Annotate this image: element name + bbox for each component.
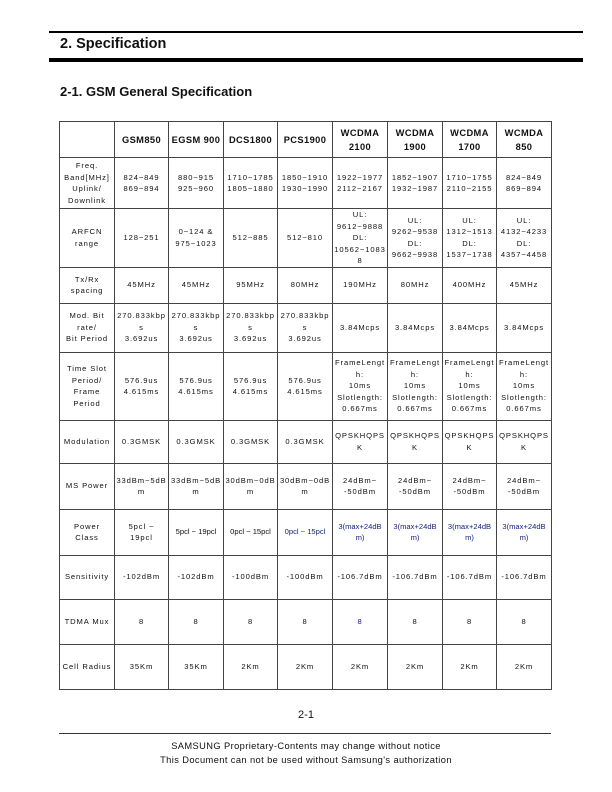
table-cell: 8 [497, 599, 552, 644]
row-label: Time Slot Period/ Frame Period [60, 352, 115, 420]
table-cell: 512~885 [224, 209, 278, 268]
table-cell: FrameLengt h: 10ms Slotlength: 0.667ms [388, 352, 443, 420]
row-label: Tx/Rx spacing [60, 267, 115, 303]
column-header: DCS1800 [224, 122, 278, 158]
table-cell: 0.3GMSK [115, 420, 169, 463]
column-header: WCDMA 2100 [333, 122, 388, 158]
table-cell: 5pcl ~ 19pcl [169, 509, 224, 555]
table-cell: 95MHz [224, 267, 278, 303]
table-cell: 5pcl ~ 19pcl [115, 509, 169, 555]
table-cell: 880~915 925~960 [169, 158, 224, 209]
table-cell: 30dBm~0dB m [278, 463, 333, 509]
table-cell: FrameLengt h: 10ms Slotlength: 0.667ms [443, 352, 497, 420]
table-cell: 35Km [169, 644, 224, 689]
column-header: WCMDA 850 [497, 122, 552, 158]
table-cell: UL: 9262~9538 DL: 9662~9938 [388, 209, 443, 268]
table-row [60, 463, 552, 509]
table-row [60, 420, 552, 463]
table-cell: 0.3GMSK [224, 420, 278, 463]
row-label: Mod. Bit rate/ Bit Period [60, 303, 115, 352]
column-header: PCS1900 [278, 122, 333, 158]
table-cell: 576.9us 4.615ms [169, 352, 224, 420]
table-cell: 1852~1907 1932~1987 [388, 158, 443, 209]
row-label: Sensitivity [60, 555, 115, 599]
table-cell: 3(max+24dB m) [333, 509, 388, 555]
table-cell: QPSKHQPS K [333, 420, 388, 463]
table-cell: 0.3GMSK [169, 420, 224, 463]
table-cell: 270.833kbp s 3.692us [169, 303, 224, 352]
table-cell: 2Km [497, 644, 552, 689]
table-cell: 3.84Mcps [333, 303, 388, 352]
column-header: GSM850 [115, 122, 169, 158]
table-cell: 1850~1910 1930~1990 [278, 158, 333, 209]
table-cell: -106.7dBm [333, 555, 388, 599]
row-label: ARFCN range [60, 209, 115, 268]
table-cell: QPSKHQPS K [443, 420, 497, 463]
table-cell: 2Km [224, 644, 278, 689]
table-cell: 30dBm~0dB m [224, 463, 278, 509]
table-cell: QPSKHQPS K [388, 420, 443, 463]
table-cell: 0pcl ~ 15pcl [278, 509, 333, 555]
table-cell: 24dBm~ -50dBm [333, 463, 388, 509]
column-header: WCDMA 1700 [443, 122, 497, 158]
table-cell: 3(max+24dB m) [388, 509, 443, 555]
table-cell: UL: 9612~9888 DL: 10562~1083 8 [334, 210, 386, 265]
table-cell: 824~849 869~894 [115, 158, 169, 209]
table-cell: 33dBm~5dB m [169, 463, 224, 509]
table-cell: FrameLengt h: 10ms Slotlength: 0.667ms [497, 352, 552, 420]
table-row [60, 644, 552, 689]
table-row [60, 509, 552, 555]
table-cell: 512~810 [278, 209, 333, 268]
section-heading: 2. Specification [60, 36, 167, 52]
table-cell: FrameLengt h: 10ms Slotlength: 0.667ms [333, 352, 388, 420]
table-cell: 128~251 [115, 209, 169, 268]
table-cell: 0.3GMSK [278, 420, 333, 463]
table-cell: UL: 1312~1513 DL: 1537~1738 [443, 209, 497, 268]
top-rule [49, 31, 583, 33]
table-cell: 8 [333, 599, 388, 644]
table-cell: -106.7dBm [497, 555, 552, 599]
table-cell: 3.84Mcps [443, 303, 497, 352]
table-cell: -100dBm [224, 555, 278, 599]
table-cell: 2Km [388, 644, 443, 689]
table-cell: QPSKHQPS K [497, 420, 552, 463]
table-cell: -100dBm [278, 555, 333, 599]
table-cell: 576.9us 4.615ms [278, 352, 333, 420]
row-label: Modulation [60, 420, 115, 463]
table-cell: 8 [443, 599, 497, 644]
table-cell: 1710~1785 1805~1880 [224, 158, 278, 209]
heading-underline [49, 58, 583, 62]
corner-cell [60, 122, 115, 158]
table-cell: 824~849 869~894 [497, 158, 552, 209]
row-label: MS Power [60, 463, 115, 509]
table-cell: 3(max+24dB m) [497, 509, 552, 555]
table-cell: 33dBm~5dB m [115, 463, 169, 509]
footer-notice: SAMSUNG Proprietary-Contents may change without notice [171, 741, 441, 751]
table-cell: -102dBm [115, 555, 169, 599]
table-cell: 0pcl ~ 15pcl [224, 509, 278, 555]
table-cell: 24dBm~ -50dBm [497, 463, 552, 509]
table-row [60, 267, 552, 303]
table-cell: 45MHz [497, 267, 552, 303]
table-cell: 0~124 & 975~1023 [169, 209, 224, 268]
row-label: Power Class [60, 509, 115, 555]
table-cell: 576.9us 4.615ms [224, 352, 278, 420]
table-row [60, 555, 552, 599]
table-cell: 270.833kbp s 3.692us [115, 303, 169, 352]
table-cell: 3.84Mcps [497, 303, 552, 352]
table-cell: -106.7dBm [388, 555, 443, 599]
row-label: Cell Radius [60, 644, 115, 689]
table-cell: 400MHz [443, 267, 497, 303]
table-cell: 576.9us 4.615ms [115, 352, 169, 420]
table-cell: 24dBm~ -50dBm [443, 463, 497, 509]
table-cell: 1922~1977 2112~2167 [333, 158, 388, 209]
table-row [60, 158, 552, 209]
table-cell: 8 [278, 599, 333, 644]
table-cell: UL: 4132~4233 DL: 4357~4458 [497, 209, 552, 268]
table-cell: 190MHz [333, 267, 388, 303]
footer-rule [59, 733, 551, 734]
table-cell: 80MHz [388, 267, 443, 303]
subsection-heading: 2-1. GSM General Specification [60, 84, 253, 99]
table-cell: 80MHz [278, 267, 333, 303]
table-cell: 1710~1755 2110~2155 [443, 158, 497, 209]
table-cell: 270.833kbp s 3.692us [224, 303, 278, 352]
row-label: Freq. Band[MHz] Uplink/ Downlink [60, 158, 115, 209]
table-cell: -106.7dBm [443, 555, 497, 599]
row-label: TDMA Mux [60, 599, 115, 644]
table-cell: 2Km [333, 644, 388, 689]
table-cell: 24dBm~ -50dBm [388, 463, 443, 509]
table-cell: 3.84Mcps [388, 303, 443, 352]
spec-table [59, 121, 552, 690]
column-header: EGSM 900 [169, 122, 224, 158]
table-cell: -102dBm [169, 555, 224, 599]
column-header: WCDMA 1900 [388, 122, 443, 158]
table-row [60, 209, 552, 268]
table-cell: 3(max+24dB m) [443, 509, 497, 555]
table-cell: 45MHz [169, 267, 224, 303]
table-cell: 8 [224, 599, 278, 644]
table-cell: 8 [388, 599, 443, 644]
table-cell: 2Km [443, 644, 497, 689]
table-cell: 2Km [278, 644, 333, 689]
table-cell: 270.833kbp s 3.692us [278, 303, 333, 352]
footer-authorization: This Document can not be used without Samsung's authorization [160, 755, 452, 765]
table-cell: 35Km [115, 644, 169, 689]
table-cell: 45MHz [115, 267, 169, 303]
table-row [60, 303, 552, 352]
header-row [60, 122, 552, 158]
table-row [60, 352, 552, 420]
table-cell: 8 [169, 599, 224, 644]
table-row [60, 599, 552, 644]
page-number: 2-1 [298, 709, 314, 721]
table-cell: 8 [115, 599, 169, 644]
